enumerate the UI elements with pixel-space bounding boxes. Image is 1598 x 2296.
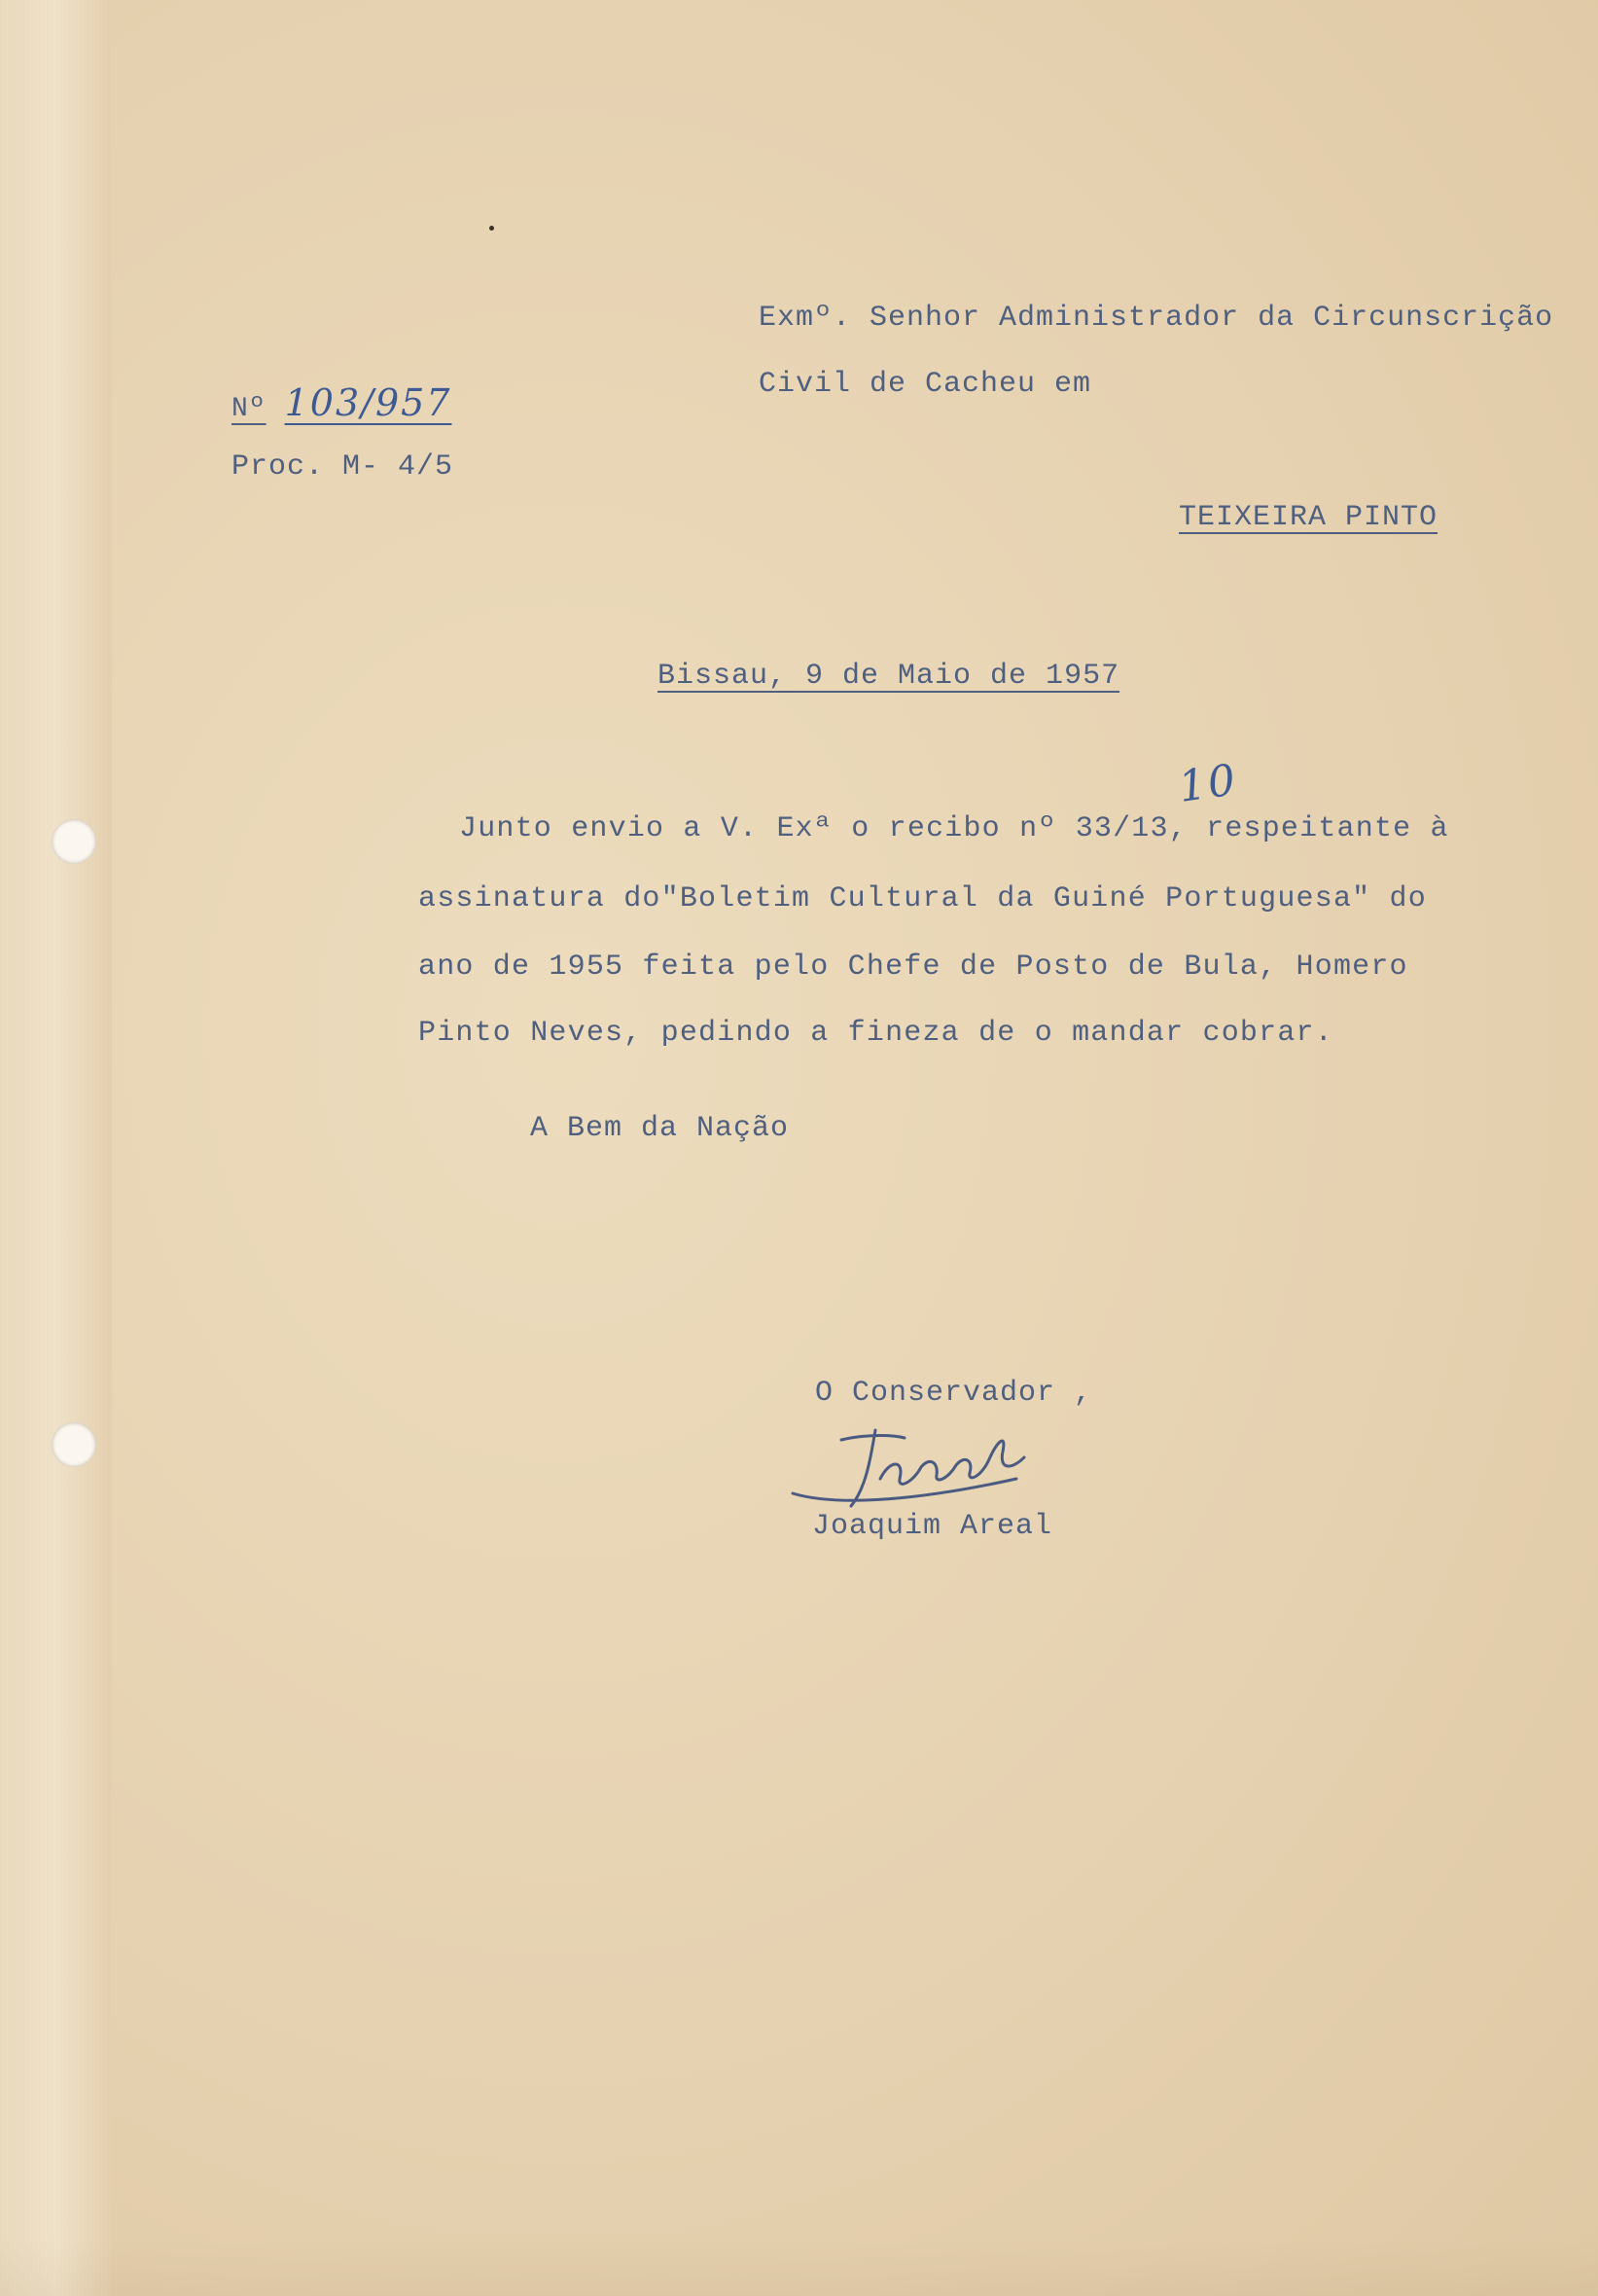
- closing-salutation: A Bem da Nação: [530, 1112, 790, 1145]
- paper-left-edge: [0, 0, 112, 2296]
- reference-number-value: 103/957: [284, 381, 452, 424]
- body-line-4: Pinto Neves, pedindo a fineza de o mandar cobrar.: [418, 1017, 1333, 1050]
- handwritten-annotation: 10: [1175, 755, 1241, 812]
- body-line-3: ano de 1955 feita pelo Chefe de Posto de Bula, Homero: [418, 951, 1408, 984]
- body-line-2: assinatura do"Boletim Cultural da Guiné Portuguesa" do: [418, 882, 1427, 915]
- ink-speck: [489, 226, 494, 231]
- reference-number-label: Nº: [231, 394, 266, 424]
- signatory-name: Joaquim Areal: [812, 1510, 1053, 1543]
- recipient-place: TEIXEIRA PINTO: [1179, 501, 1438, 534]
- body-line-1: Junto envio a V. Exª o recibo nº 33/13, respeitante à: [459, 812, 1449, 845]
- punch-hole-bottom: [52, 1422, 96, 1467]
- recipient-line-2: Civil de Cacheu em: [759, 368, 1092, 401]
- reference-number: [231, 381, 452, 425]
- punch-hole-top: [52, 819, 96, 864]
- process-reference: Proc. M- 4/5: [231, 450, 454, 484]
- signatory-title: O Conservador ,: [815, 1377, 1093, 1410]
- recipient-line-1: Exmº. Senhor Administrador da Circunscrição: [759, 302, 1554, 335]
- date-line: Bissau, 9 de Maio de 1957: [657, 660, 1120, 693]
- paper-bottom-shade: [0, 2238, 1598, 2296]
